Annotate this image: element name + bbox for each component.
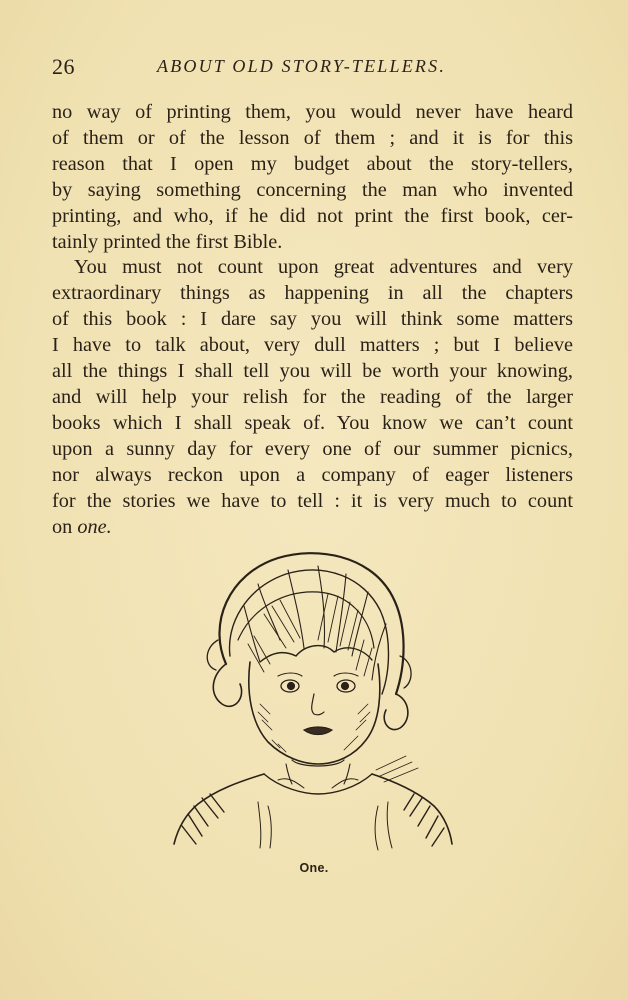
text-line: nor always reckon upon a company of eager listeners: [52, 463, 573, 486]
paragraph-1: [52, 100, 573, 255]
text-line: no way of printing them, you would never have heard: [52, 101, 573, 123]
final-line-prefix: on: [52, 515, 78, 538]
child-portrait-engraving-icon: [168, 544, 458, 854]
text-line: books which I shall speak of. You know we can’t count: [52, 411, 573, 434]
text-line: You must not count upon great adventures and very: [74, 256, 573, 279]
body-text: [52, 100, 573, 540]
illustration-caption: One.: [299, 861, 329, 875]
text-line: upon a sunny day for every one of our summer picnics,: [52, 437, 573, 460]
text-line: reason that I open my budget about the story-tellers,: [52, 152, 573, 175]
text-line: of them or of the lesson of them ; and it is for this: [52, 126, 573, 149]
text-line: extraordinary things as happening in all the chapters: [52, 282, 573, 305]
text-line: by saying something concerning the man who invented: [52, 178, 573, 201]
page-number: 26: [52, 54, 75, 79]
running-title: ABOUT OLD STORY-TELLERS.: [157, 56, 447, 76]
text-line: printing, and who, if he did not print the first book, cer-: [52, 204, 573, 227]
text-line: all the things I shall tell you will be worth your knowing,: [52, 360, 573, 383]
text-line-final: [52, 515, 573, 541]
text-line: of this book : I dare say you will think some matters: [52, 308, 573, 331]
text-line: I have to talk about, very dull matters ; but I believe: [52, 334, 573, 357]
page-header: [52, 54, 574, 84]
text-line: and will help your relish for the reading of the larger: [52, 385, 573, 408]
paragraph-2: [52, 255, 573, 540]
final-line-italic: one.: [77, 515, 112, 538]
text-line: tainly printed the first Bible.: [52, 230, 283, 253]
text-line: for the stories we have to tell : it is very much to count: [52, 489, 573, 512]
